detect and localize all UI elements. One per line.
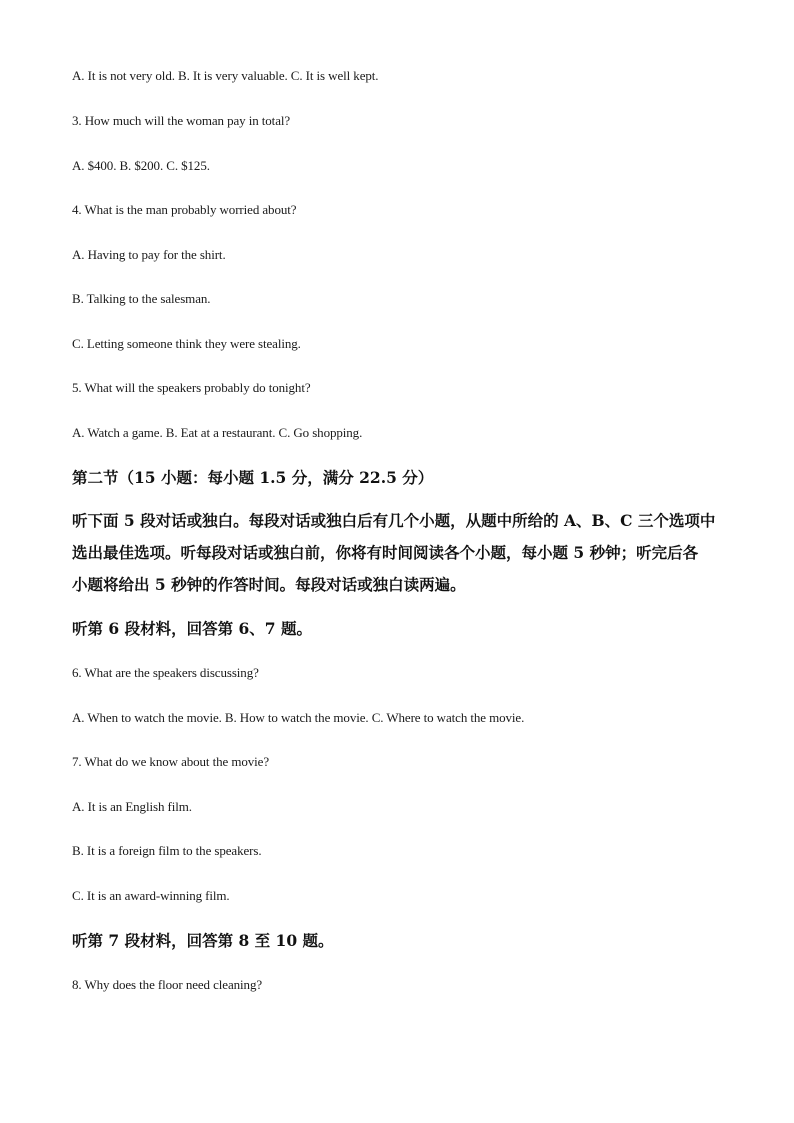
q5-options: A. Watch a game. B. Eat at a restaurant. C. Go shopping. (72, 425, 363, 440)
section-heading: 第二节（15 小题：每小题 1.5 分，满分 22.5 分） (72, 468, 434, 487)
q6-options: A. When to watch the movie. B. How to watch the movie. C. Where to watch the movie. (72, 710, 525, 725)
q4-option-c: C. Letting someone think they were stealing. (72, 336, 301, 351)
q7-option-b: B. It is a foreign film to the speakers. (72, 843, 262, 858)
instructions-paragraph (72, 505, 724, 601)
q4-option-a: A. Having to pay for the shirt. (72, 247, 226, 262)
q5-question: 5. What will the speakers probably do tonight? (72, 380, 311, 395)
q2-options: A. It is not very old. B. It is very valuable. C. It is well kept. (72, 68, 379, 83)
q7-option-a: A. It is an English film. (72, 799, 192, 814)
q7-option-c: C. It is an award-winning film. (72, 888, 230, 903)
instructions-line: 选出最佳选项。听每段对话或独白前，你将有时间阅读各个小题，每小题 5 秒钟；听完后各 (72, 543, 699, 562)
instructions-line: 小题将给出 5 秒钟的作答时间。每段对话或独白读两遍。 (72, 575, 466, 594)
q8-question: 8. Why does the floor need cleaning? (72, 977, 263, 992)
q7-question: 7. What do we know about the movie? (72, 754, 269, 769)
q4-option-b: B. Talking to the salesman. (72, 291, 211, 306)
material-7-heading: 听第 7 段材料，回答第 8 至 10 题。 (72, 931, 334, 950)
q3-options: A. $400. B. $200. C. $125. (72, 158, 210, 173)
material-6-heading: 听第 6 段材料，回答第 6、7 题。 (72, 619, 312, 638)
q6-question: 6. What are the speakers discussing? (72, 665, 259, 680)
instructions-line: 听下面 5 段对话或独白。每段对话或独白后有几个小题，从题中所给的 A、B、C 三个选项中 (72, 511, 716, 530)
q3-question: 3. How much will the woman pay in total? (72, 113, 291, 128)
q4-question: 4. What is the man probably worried about? (72, 202, 297, 217)
